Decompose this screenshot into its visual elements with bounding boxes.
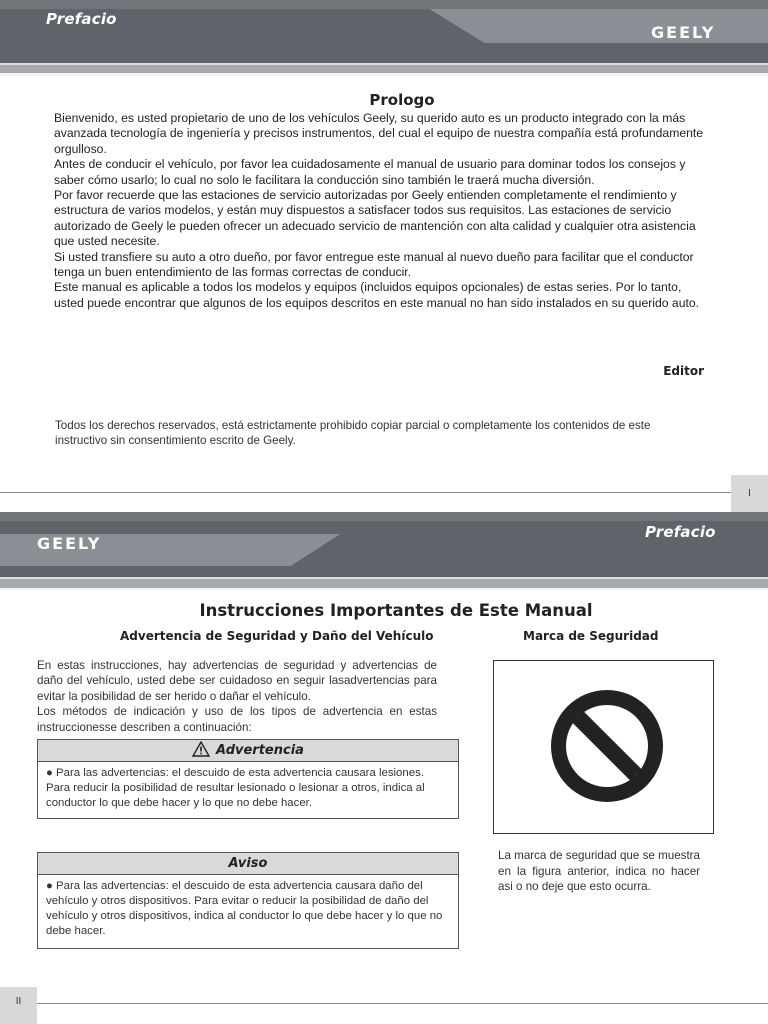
prologue-paragraph: Este manual es aplicable a todos los modelos y equipos (incluidos equipos opcionales) de estas series. Por lo tanto, usted puede encontrar que algunos de los equipos descritos en este manual no han sido instalados en su querido auto. [54,280,700,310]
safety-mark-caption: La marca de seguridad que se muestra en la figura anterior, indica no hacer asi o no deje que esto ocurra. [498,849,700,894]
page1-header [0,0,768,76]
warning-box-text: ● Para las advertencias: el descuido de esta advertencia causara lesiones. Para reducir la posibilidad de resultar lesionado o lesionar a otros, indica al conductor lo que debe hacer y lo que no debe hacer. [46,767,425,809]
copyright-notice: Todos los derechos reservados, está estrictamente prohibido copiar parcial o completamente los contenidos de este instructivo sin consentimiento escrito de Geely. [55,419,651,448]
prologue-paragraph: Bienvenido, es usted propietario de uno de los vehículos Geely, su querido auto es un producto integrado con la más avanzada tecnología de ingeniería y precisos instrumentos, del cual el equipo de nuestra compañía está profundamente orgulloso. [54,111,704,156]
page1-number: I [731,475,768,512]
intro-paragraph: Los métodos de indicación y uso de los tipos de advertencia en estas instruccionesse describen a continuación: [37,705,437,734]
prologue-body [54,111,714,311]
warning-box-header [38,740,458,762]
prohibition-sign-icon [494,661,713,833]
prologue-paragraph: Si usted transfiere su auto a otro dueño, por favor entregue este manual al nuevo dueño para facilitar que el conductor tenga un buen entendimiento de las formas correctas de conducir. [54,249,694,280]
page1-section-title: Prefacio [46,10,117,28]
instructions-intro [37,658,437,735]
page2-footer-rule [37,1003,768,1004]
safety-mark-subtitle: Marca de Seguridad [523,629,659,643]
safety-warning-subtitle: Advertencia de Seguridad y Daño del Vehículo [120,629,434,643]
warning-triangle-icon [192,741,210,757]
prologue-paragraph: Antes de conducir el vehículo, por favor lea cuidadosamente el manual de usuario para dominar todos los consejos y saber cómo usarlo; lo cual no solo le facilitara la conducción sino también le traerá mucha diversión. [54,157,686,187]
notice-box-text: ● Para las advertencias: el descuido de esta advertencia causara daño del vehículo y otros dispositivos. Para evitar o reducir la posibilidad de daño del vehículo y otros dispositivos, indica al conductor lo que debe hacer y lo que no debe hacer. [46,880,443,937]
warning-box [37,739,459,819]
notice-box-title: Aviso [228,856,268,871]
prologue-paragraph: Por favor recuerde que las estaciones de servicio autorizadas por Geely entienden completamente el rendimiento y estructura de varios modelos, y están muy dispuestos a satisfacer todos sus requisitos. Las estaciones de servicio autorizado de Geely le pueden ofrecer un adecuado servicio de mantención con alta calidad y cualquier otra asistencia que usted necesite. [54,188,696,249]
safety-mark-figure [493,660,714,834]
page2-number: II [0,987,37,1024]
intro-paragraph: En estas instrucciones, hay advertencias de seguridad y advertencias de daño del vehículo, usted debe ser cuidadoso en seguir lasadvertencias para evitar la posibilidad de ser herido o dañar el vehículo. [37,659,437,703]
page2-section-title: Prefacio [645,523,716,541]
warning-box-title: Advertencia [216,743,304,758]
geely-logo: GEELY [37,534,102,553]
editor-signature: Editor [663,364,704,378]
notice-box-header [38,853,458,875]
geely-logo: GEELY [651,23,716,42]
prologue-heading: Prologo [369,91,435,109]
page1-footer-rule [0,492,731,493]
page2-header [0,512,768,590]
instructions-title: Instrucciones Importantes de Este Manual [199,601,593,620]
notice-box [37,852,459,949]
